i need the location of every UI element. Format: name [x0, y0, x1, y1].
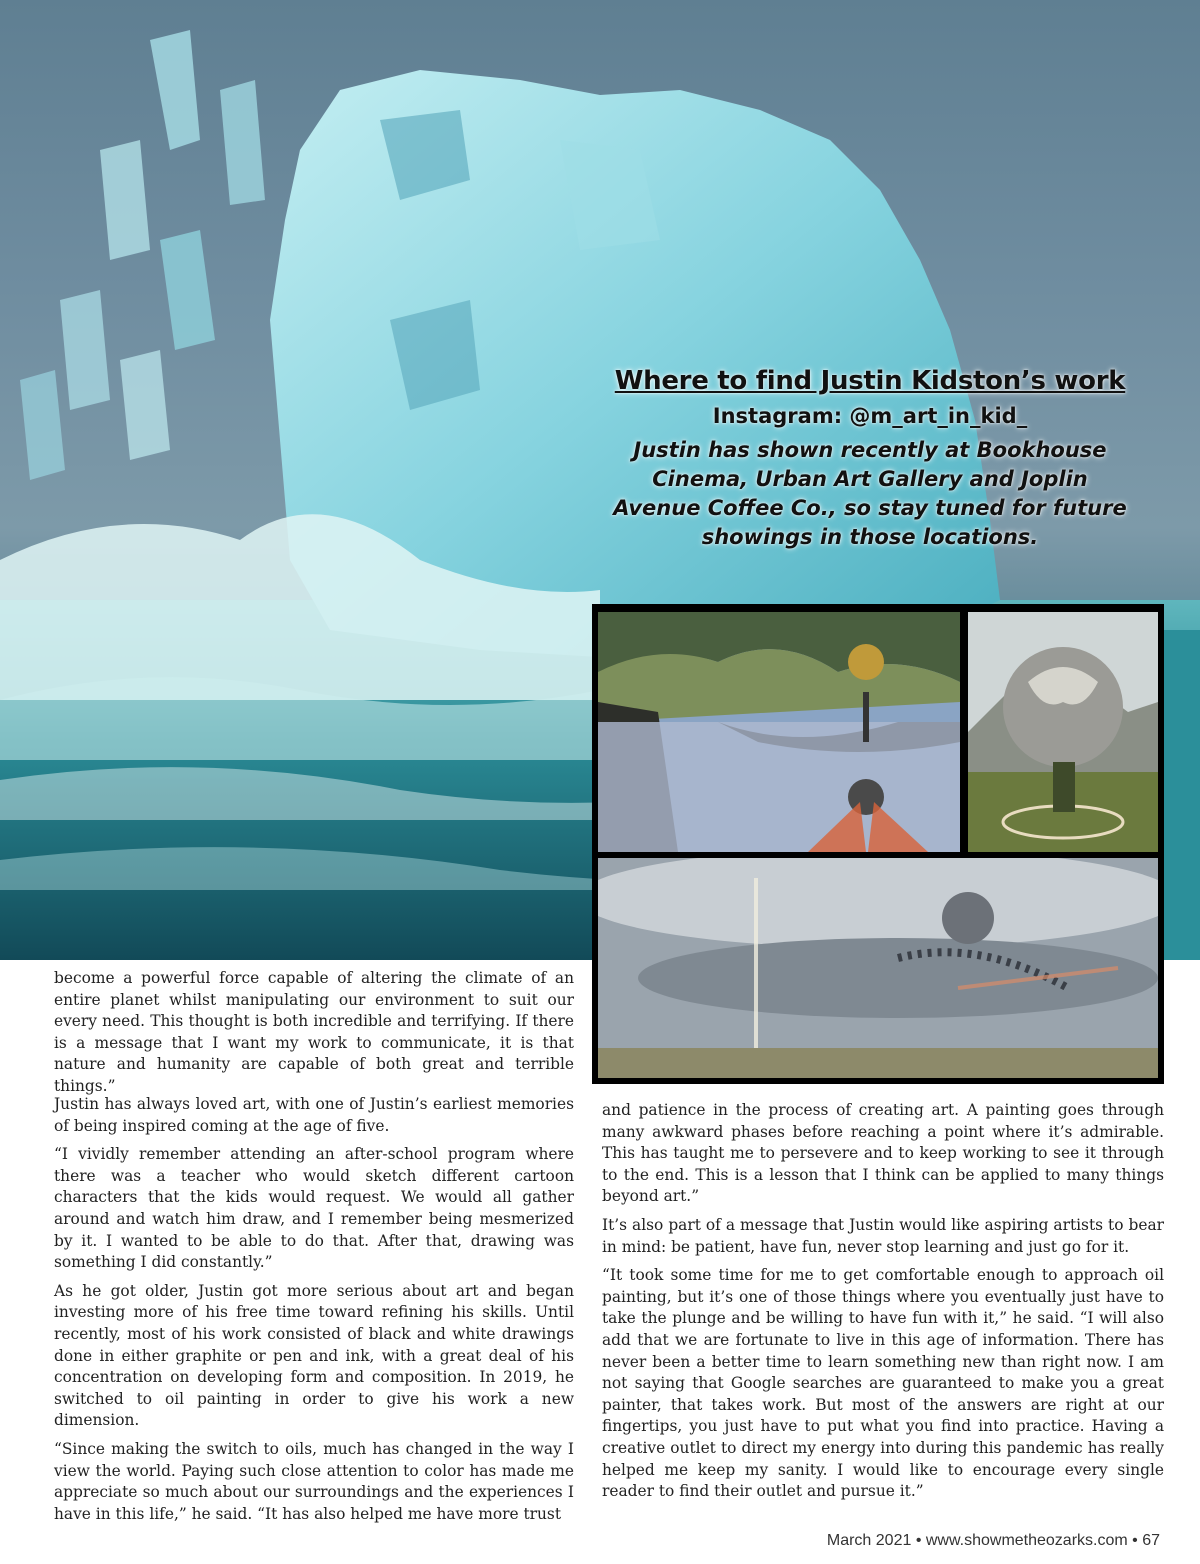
article-paragraph: “I vividly remember attending an after-school program where there was a teacher who would sketch different cartoon characters that the kids would request. We would all gather around and watch him draw, and I remember being mesmerized by it. I wanted to be able to do that. After that, drawing was something I did constantly.” [54, 1145, 574, 1272]
info-description: Justin has shown recently at Bookhouse Cinema, Urban Art Gallery and Joplin Avenue Coffee Co., so stay tuned for future showings in those locations. [613, 438, 1127, 549]
info-box [590, 366, 1150, 552]
article-paragraph: and patience in the process of creating art. A painting goes through many awkward phases before reaching a point where it’s admirable. This has taught me to persevere and to keep working to see it through to the end. This is a lesson that I think can be applied to many things beyond art.” [602, 1101, 1164, 1206]
info-title: Where to find Justin Kidston’s work [614, 366, 1126, 396]
page-footer: March 2021 • www.showmetheozarks.com • 67 [826, 1532, 1160, 1549]
article-paragraph: “Since making the switch to oils, much has changed in the way I view the world. Paying such close attention to color has made me appreciate so much about our surroundings and the experiences I have in this life,” he said. “It has also helped me have more trust [54, 1439, 574, 1523]
instagram-handle: Instagram: @m_art_in_kid_ [712, 404, 1028, 428]
article-column-right [602, 1100, 1164, 1510]
atlas-sphere-image [968, 612, 1158, 852]
artwork-atlas-sphere [968, 612, 1158, 852]
article-column-left [54, 1094, 574, 1532]
article-paragraph: Justin has always loved art, with one of Justin’s earliest memories of being inspired coming at the age of five. [54, 1095, 574, 1135]
artwork-collage [592, 604, 1164, 1084]
article-paragraph: become a powerful force capable of altering the climate of an entire planet whilst manipulating our environment to suit our every need. This thought is both incredible and terrifying. If there is a message that I want my work to communicate, it is that nature and humanity are capable of both great and terrible things.” [54, 969, 574, 1095]
artwork-mirrored-mountains [598, 612, 960, 852]
article-paragraph: It’s also part of a message that Justin would like aspiring artists to bear in mind: be patient, have fun, never stop learning and just go for it. [602, 1215, 1164, 1256]
artwork-storm-sphere [598, 858, 1158, 1078]
article-column-left-top [54, 968, 574, 1105]
storm-sphere-image [598, 858, 1158, 1078]
article-paragraph: “It took some time for me to get comfortable enough to approach oil painting, but it’s one of those things where you eventually just have to take the plunge and be willing to have fun with it,” he said. “I will also add that we are fortunate to live in this age of information. There has never been a better time to learn something new than right now. I am not saying that Google searches are guaranteed to make you a great painter, that takes work. But most of the answers are right at our fingertips, you just have to put what you find into practice. Having a creative outlet to direct my energy into during this pandemic has really helped me keep my sanity. I would like to encourage every single reader to find their outlet and pursue it.” [602, 1266, 1164, 1501]
article-paragraph: As he got older, Justin got more serious about art and began investing more of his free time toward refining his skills. Until recently, most of his work consisted of black and white drawings done in either graphite or pen and ink, with a great deal of his concentration on developing form and composition. In 2019, he switched to oil painting in order to give his work a new dimension. [54, 1281, 574, 1430]
mirrored-mountains-image [598, 612, 960, 852]
